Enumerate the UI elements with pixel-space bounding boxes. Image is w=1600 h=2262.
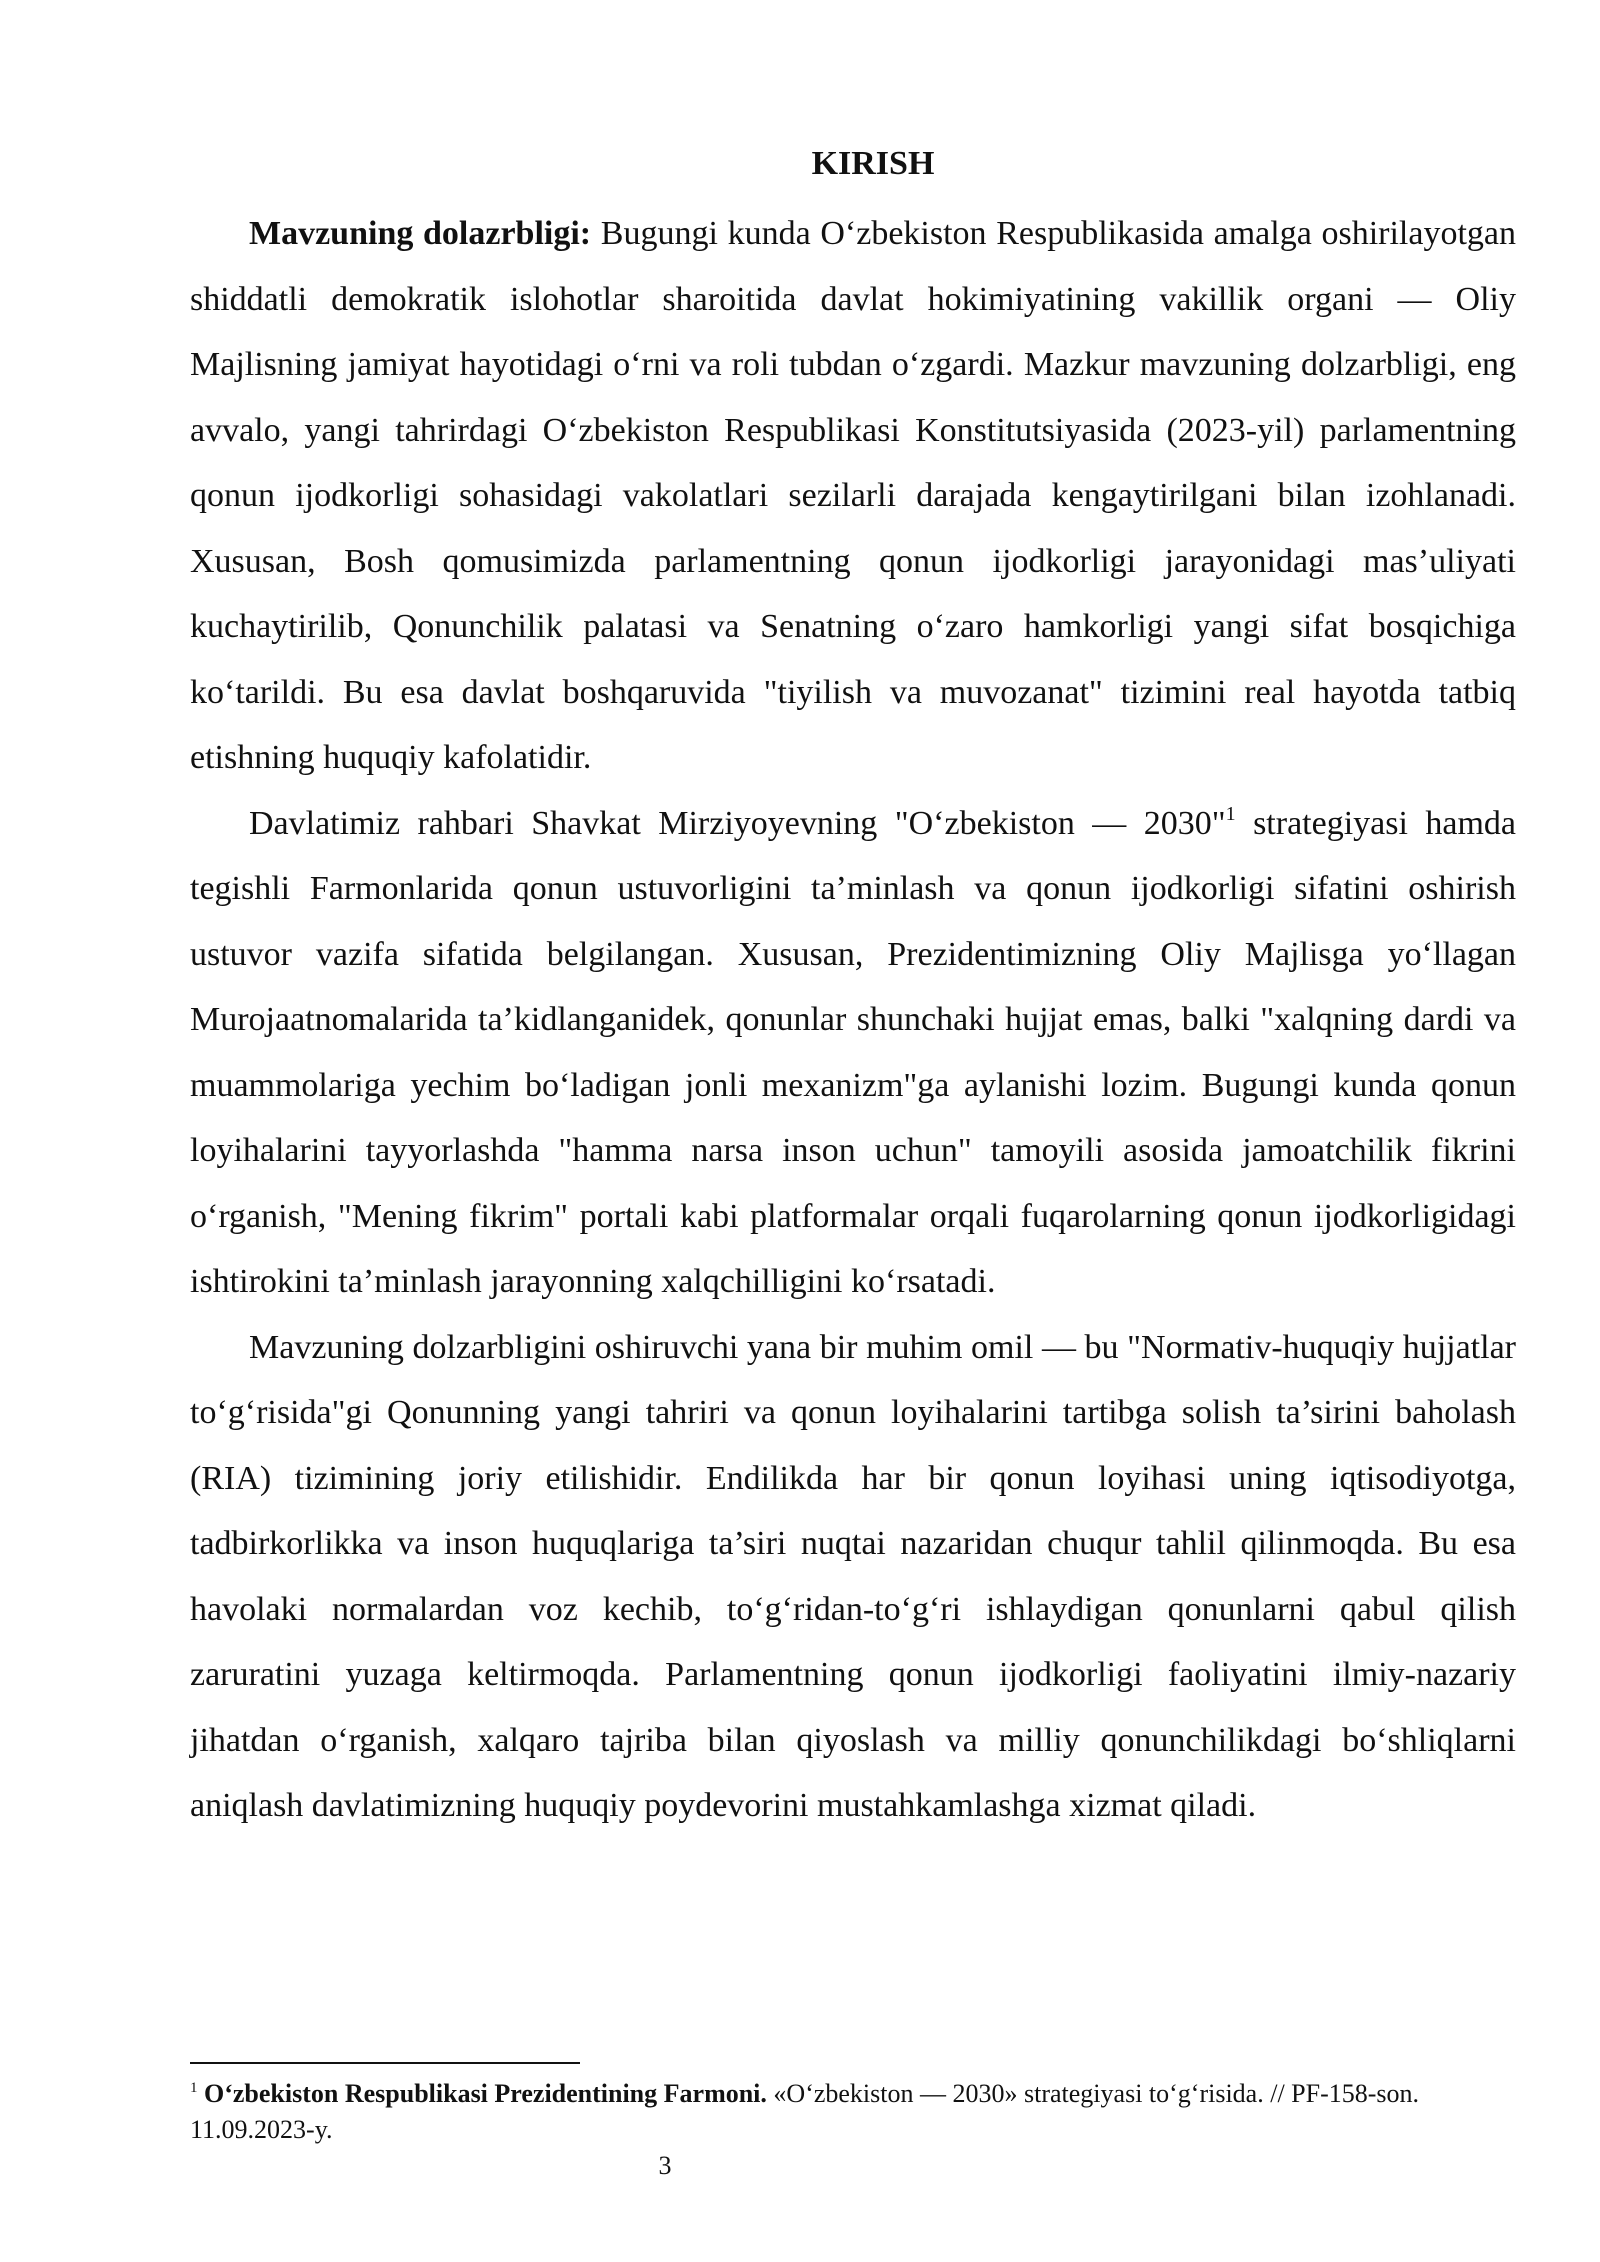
paragraph-2-text-before: Davlatimiz rahbari Shavkat Mirziyoyevning "O‘zbekiston — 2030" [249,804,1226,842]
footnote-divider [190,2062,580,2064]
footnote-reference[interactable]: 1 [1225,802,1236,825]
paragraph-1-text: Bugungi kunda O‘zbekiston Respublikasida amalga oshirilayotgan shiddatli demokratik islohotlar sharoitida davlat hokimiyatining vakillik organi — Oliy Majlisning jamiyat hayotidagi o‘rni va roli tubdan o‘zgardi. Mazkur mavzuning dolzarbligi, eng avvalo, yangi tahrirdagi O‘zbekiston Respublikasi Konstitutsiyasida (2023-yil) parlamentning qonun ijodkorligi sohasidagi vakolatlari sezilarli darajada kengaytirilgani bilan izohlanadi. Xususan, Bosh qomusimizda parlamentning qonun ijodkorligi jarayonidagi mas’uliyati kuchaytirilib, Qonunchilik palatasi va Senatning o‘zaro hamkorligi yangi sifat bosqichiga ko‘tarildi. Bu esa davlat boshqaruvida "tiyilish va muvozanat" tizimini real hayotda tatbiq etishning huquqiy kafolatidir. [190,215,1516,776]
page-number: 3 [658,2151,672,2180]
paragraph-3 [190,1315,1516,1839]
paragraph-1-lead: Mavzuning dolazrbligi: [249,215,592,252]
body-text [190,201,1516,1839]
paragraph-2 [190,791,1516,1315]
paragraph-3-text: Mavzuning dolzarbligini oshiruvchi yana bir muhim omil — bu "Normativ-huquqiy hujjatlar to‘g‘risida"gi Qonunning yangi tahriri va qonun loyihalarini tartibga solish ta’sirini baholash (RIA) tizimining joriy etilishidir. Endilikda har bir qonun loyihasi uning iqtisodiyotga, tadbirkorlikka va inson huquqlariga ta’siri nuqtai nazaridan chuqur tahlil qilinmoqda. Bu esa havolaki normalardan voz kechib, to‘g‘ridan-to‘g‘ri ishlaydigan qonunlarni qabul qilish zaruratini yuzaga keltirmoqda. Parlamentning qonun ijodkorligi faoliyatini ilmiy-nazariy jihatdan o‘rganish, xalqaro tajriba bilan qiyoslash va milliy qonunchilikdagi bo‘shliqlarni aniqlash davlatimizning huquqiy poydevorini mustahkamlashga xizmat qiladi. [190,1328,1516,1824]
paragraph-2-text-after: strategiyasi hamda tegishli Farmonlarida qonun ustuvorligini ta’minlash va qonun ijodkorligi sifatini oshirish ustuvor vazifa sifatida belgilangan. Xususan, Prezidentimizning Oliy Majlisga yo‘llagan Murojaatnomalarida ta’kidlanganidek, qonunlar shunchaki hujjat emas, balki "xalqning dardi va muammolariga yechim bo‘ladigan jonli mexanizm"ga aylanishi lozim. Bugungi kunda qonun loyihalarini tayyorlashda "hamma narsa inson uchun" tamoyili asosida jamoatchilik fikrini o‘rganish, "Mening fikrim" portali kabi platformalar orqali fuqarolarning qonun ijodkorligidagi ishtirokini ta’minlash jarayonning xalqchilligini ko‘rsatadi. [190,804,1516,1300]
paragraph-1 [190,201,1516,791]
footnote [190,2076,1516,2148]
footnote-text: «O‘zbekiston — 2030» strategiyasi to‘g‘risida. // PF-158-son. 11.09.2023-y. [190,2079,1420,2144]
footnote-number: 1 [190,2080,198,2096]
footnote-source: O‘zbekiston Respublikasi Prezidentining Farmoni. [204,2079,767,2108]
page-heading: KIRISH [811,145,935,182]
